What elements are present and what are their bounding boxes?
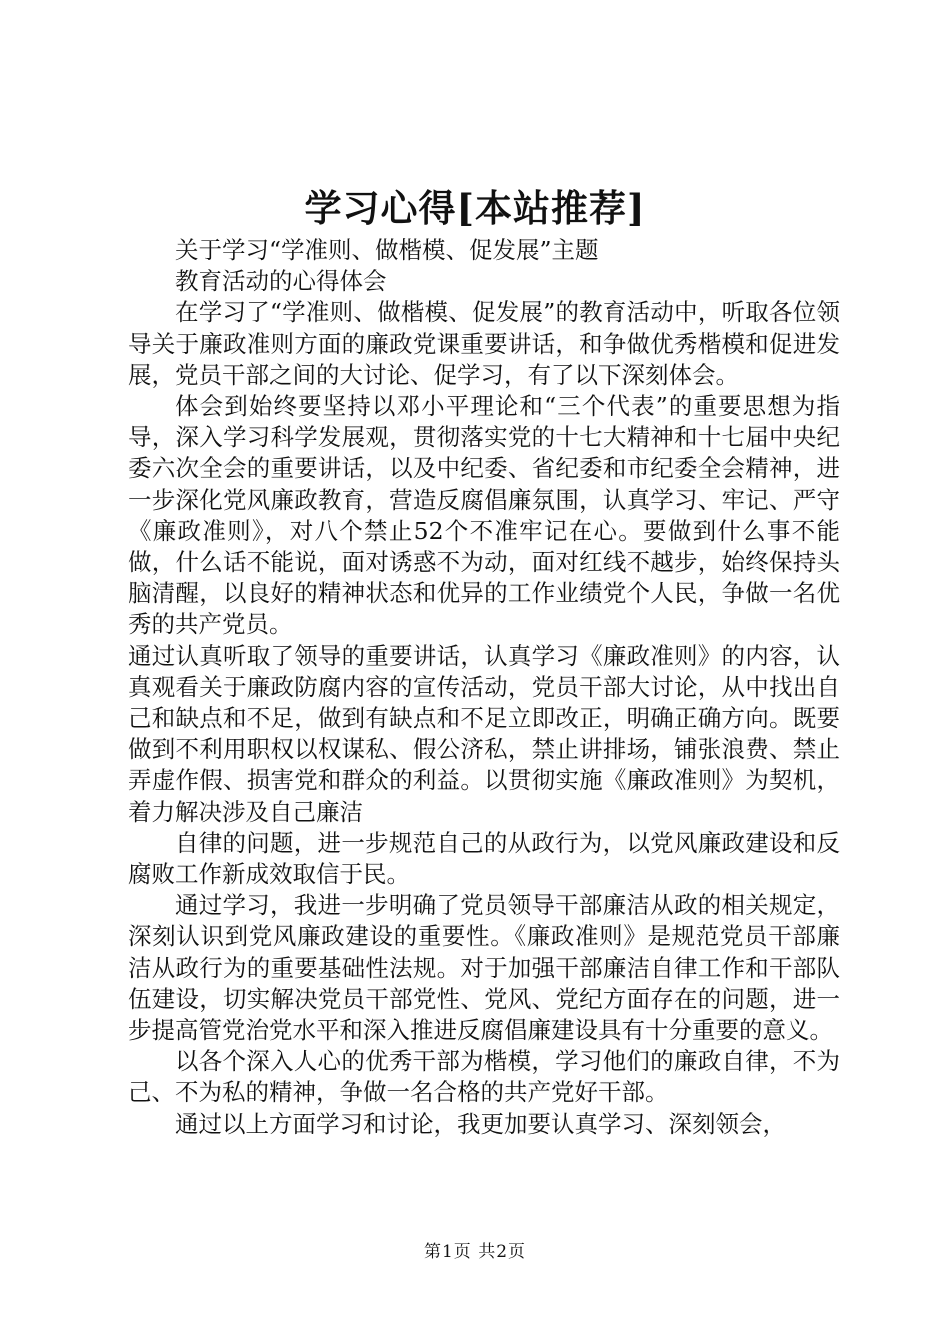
paragraph-topic-line-1: 关于学习“学准则、做楷模、促发展”主题 [175, 236, 599, 264]
paragraph-role-models: 以各个深入人心的优秀干部为楷模，学习他们的廉政自律，不为己、不为私的精神，争做一名合格的共产党好干部。 [128, 1047, 840, 1107]
paragraph-intro: 在学习了“学准则、做楷模、促发展”的教育活动中，听取各位领导关于廉政准则方面的廉政党课重要讲话，和争做优秀楷模和促进发展，党员干部之间的大讨论、促学习，有了以下深刻体会。 [128, 298, 840, 389]
page-number-footer: 第1页 共2页 [423, 1242, 527, 1262]
paragraph-self-discipline: 自律的问题，进一步规范自己的从政行为，以党风廉政建设和反腐败工作新成效取信于民。 [128, 828, 840, 889]
document-title: 学习心得[本站推荐] [304, 186, 646, 230]
paragraph-topic-line-2: 教育活动的心得体会 [175, 267, 387, 296]
document-body [128, 235, 840, 1140]
paragraph-conclusion: 通过以上方面学习和讨论，我更加要认真学习、深刻领会， [175, 1109, 786, 1138]
paragraph-insight: 体会到始终要坚持以邓小平理论和“三个代表”的重要思想为指导，深入学习科学发展观，贯彻落实党的十七大精神和十七届中央纪委六次全会的重要讲话，以及中纪委、省纪委和市纪委全会精神，进一步深化党风廉政教育，营造反腐倡廉氛围，认真学习、牢记、严守《廉政准则》，对八个禁止52个不准牢记在心。要做到什么事不能做，什么话不能说，面对诱惑不为动，面对红线不越步，始终保持头脑清醒，以良好的精神状态和优异的工作业绩党个人民，争做一名优秀的共产党员。 [128, 392, 840, 639]
paragraph-listening: 通过认真听取了领导的重要讲话，认真学习《廉政准则》的内容，认真观看关于廉政防腐内容的宣传活动，党员干部大讨论，从中找出自己和缺点和不足，做到有缺点和不足立即改正，明确正确方向。既要做到不利用职权以权谋私、假公济私，禁止讲排场，铺张浪费、禁止弄虚作假、损害党和群众的利益。以贯彻实施《廉政准则》为契机，着力解决涉及自己廉洁 [128, 641, 840, 826]
paragraph-regulations: 通过学习，我进一步明确了党员领导干部廉洁从政的相关规定，深刻认识到党风廉政建设的重要性。《廉政准则》是规范党员干部廉洁从政行为的重要基础性法规。对于加强干部廉洁自律工作和干部队伍建设，切实解决党员干部党性、党风、党纪方面存在的问题，进一步提高管党治党水平和深入推进反腐倡廉建设具有十分重要的意义。 [128, 891, 840, 1045]
